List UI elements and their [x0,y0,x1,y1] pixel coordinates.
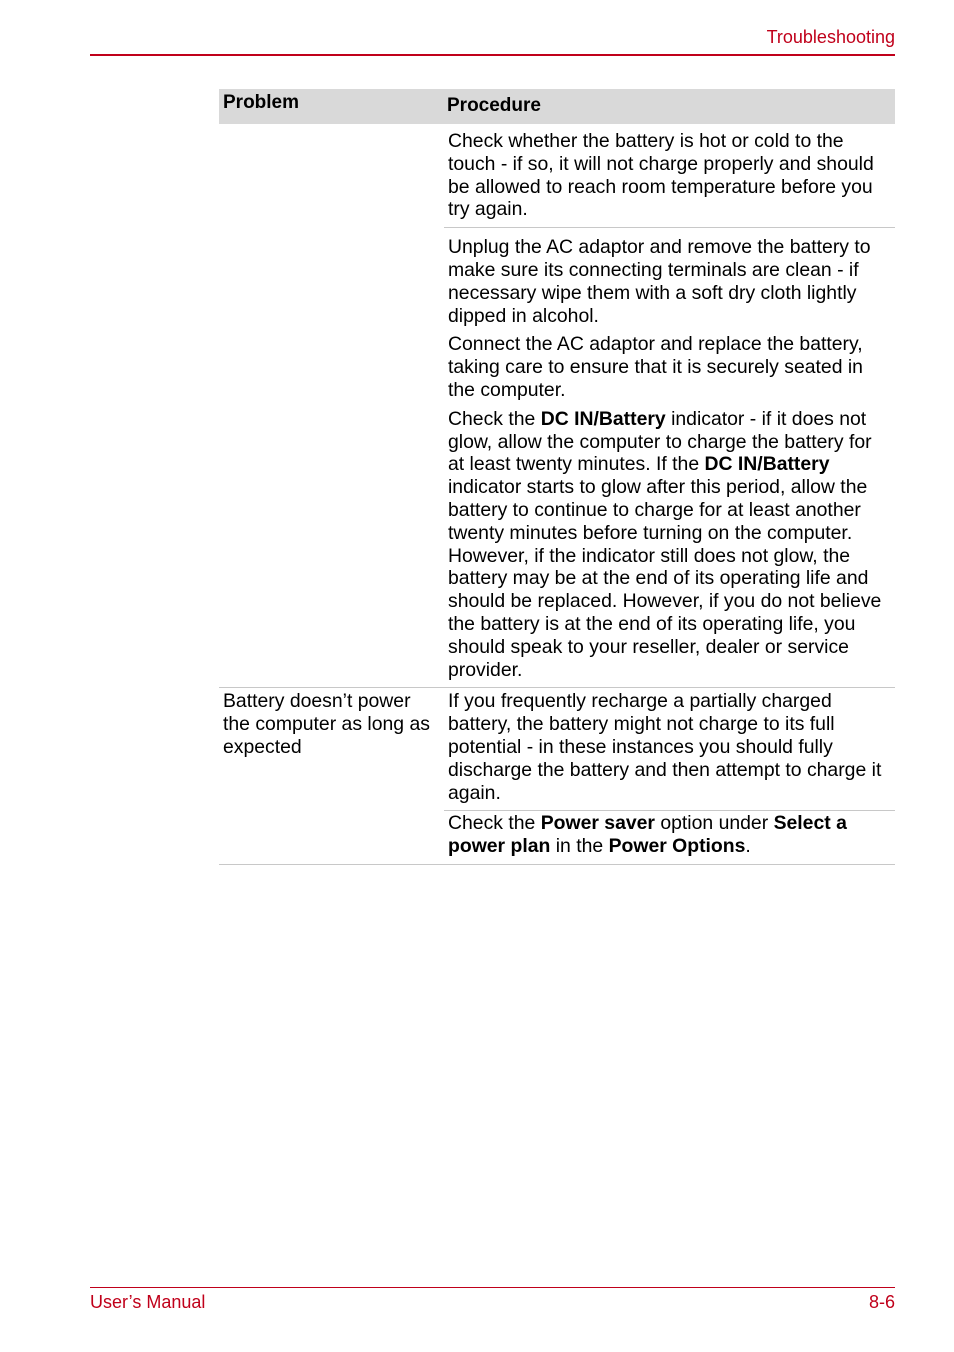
option-name: Power saver [540,812,655,835]
indicator-name: DC IN/Battery [704,453,830,476]
procedure-cell [444,124,895,687]
column-header-problem: Problem [223,92,300,113]
table-row [219,688,895,865]
table-header [219,89,895,124]
indicator-name: DC IN/Battery [540,407,666,430]
page-number: 8-6 [868,1292,895,1312]
manual-title: User’s Manual [90,1292,206,1312]
table-row [219,124,895,688]
procedure-step: Check the DC IN/Battery indicator - if it does not glow, allow the computer to charge the battery for at least twenty minutes. If the DC IN/Battery indicator starts to glow after this period, allow the battery to continue to charge for at least another twenty minutes before turning on the computer. However, if the indicator still does not glow, the battery may be at the end of its operating life and should be replaced. However, if you do not believe the battery is at the end of its operating life, you should speak to your reseller, dealer or service provider. [448,407,882,681]
control-panel-name: Power Options [608,835,746,858]
procedure-step: Unplug the AC adaptor and remove the battery to make sure its connecting terminals are clean - if necessary wipe them with a soft dry cloth lightly dipped in alcohol. [448,236,871,327]
troubleshooting-table [219,89,895,865]
setting-name: Select a power plan [448,812,847,858]
procedure-step: If you frequently recharge a partially charged battery, the battery might not charge to its full potential - in these instances you should fully discharge the battery and then attempt to charge it again. [444,688,895,811]
section-title: Troubleshooting [766,27,895,47]
header-rule [90,54,895,56]
procedure-step: Check the Power saver option under Select a power plan in the Power Options. [448,812,847,858]
problem-cell: Battery doesn’t power the computer as long as expected [223,690,430,758]
procedure-step: Connect the AC adaptor and replace the battery, taking care to ensure that it is securely seated in the computer. [448,333,863,401]
column-header-procedure: Procedure [447,95,541,116]
footer-rule [90,1287,895,1288]
procedure-cell [444,688,895,864]
problem-cell [219,124,444,687]
procedure-step: Check whether the battery is hot or cold to the touch - if so, it will not charge properly and should be allowed to reach room temperature before you try again. [444,124,895,228]
